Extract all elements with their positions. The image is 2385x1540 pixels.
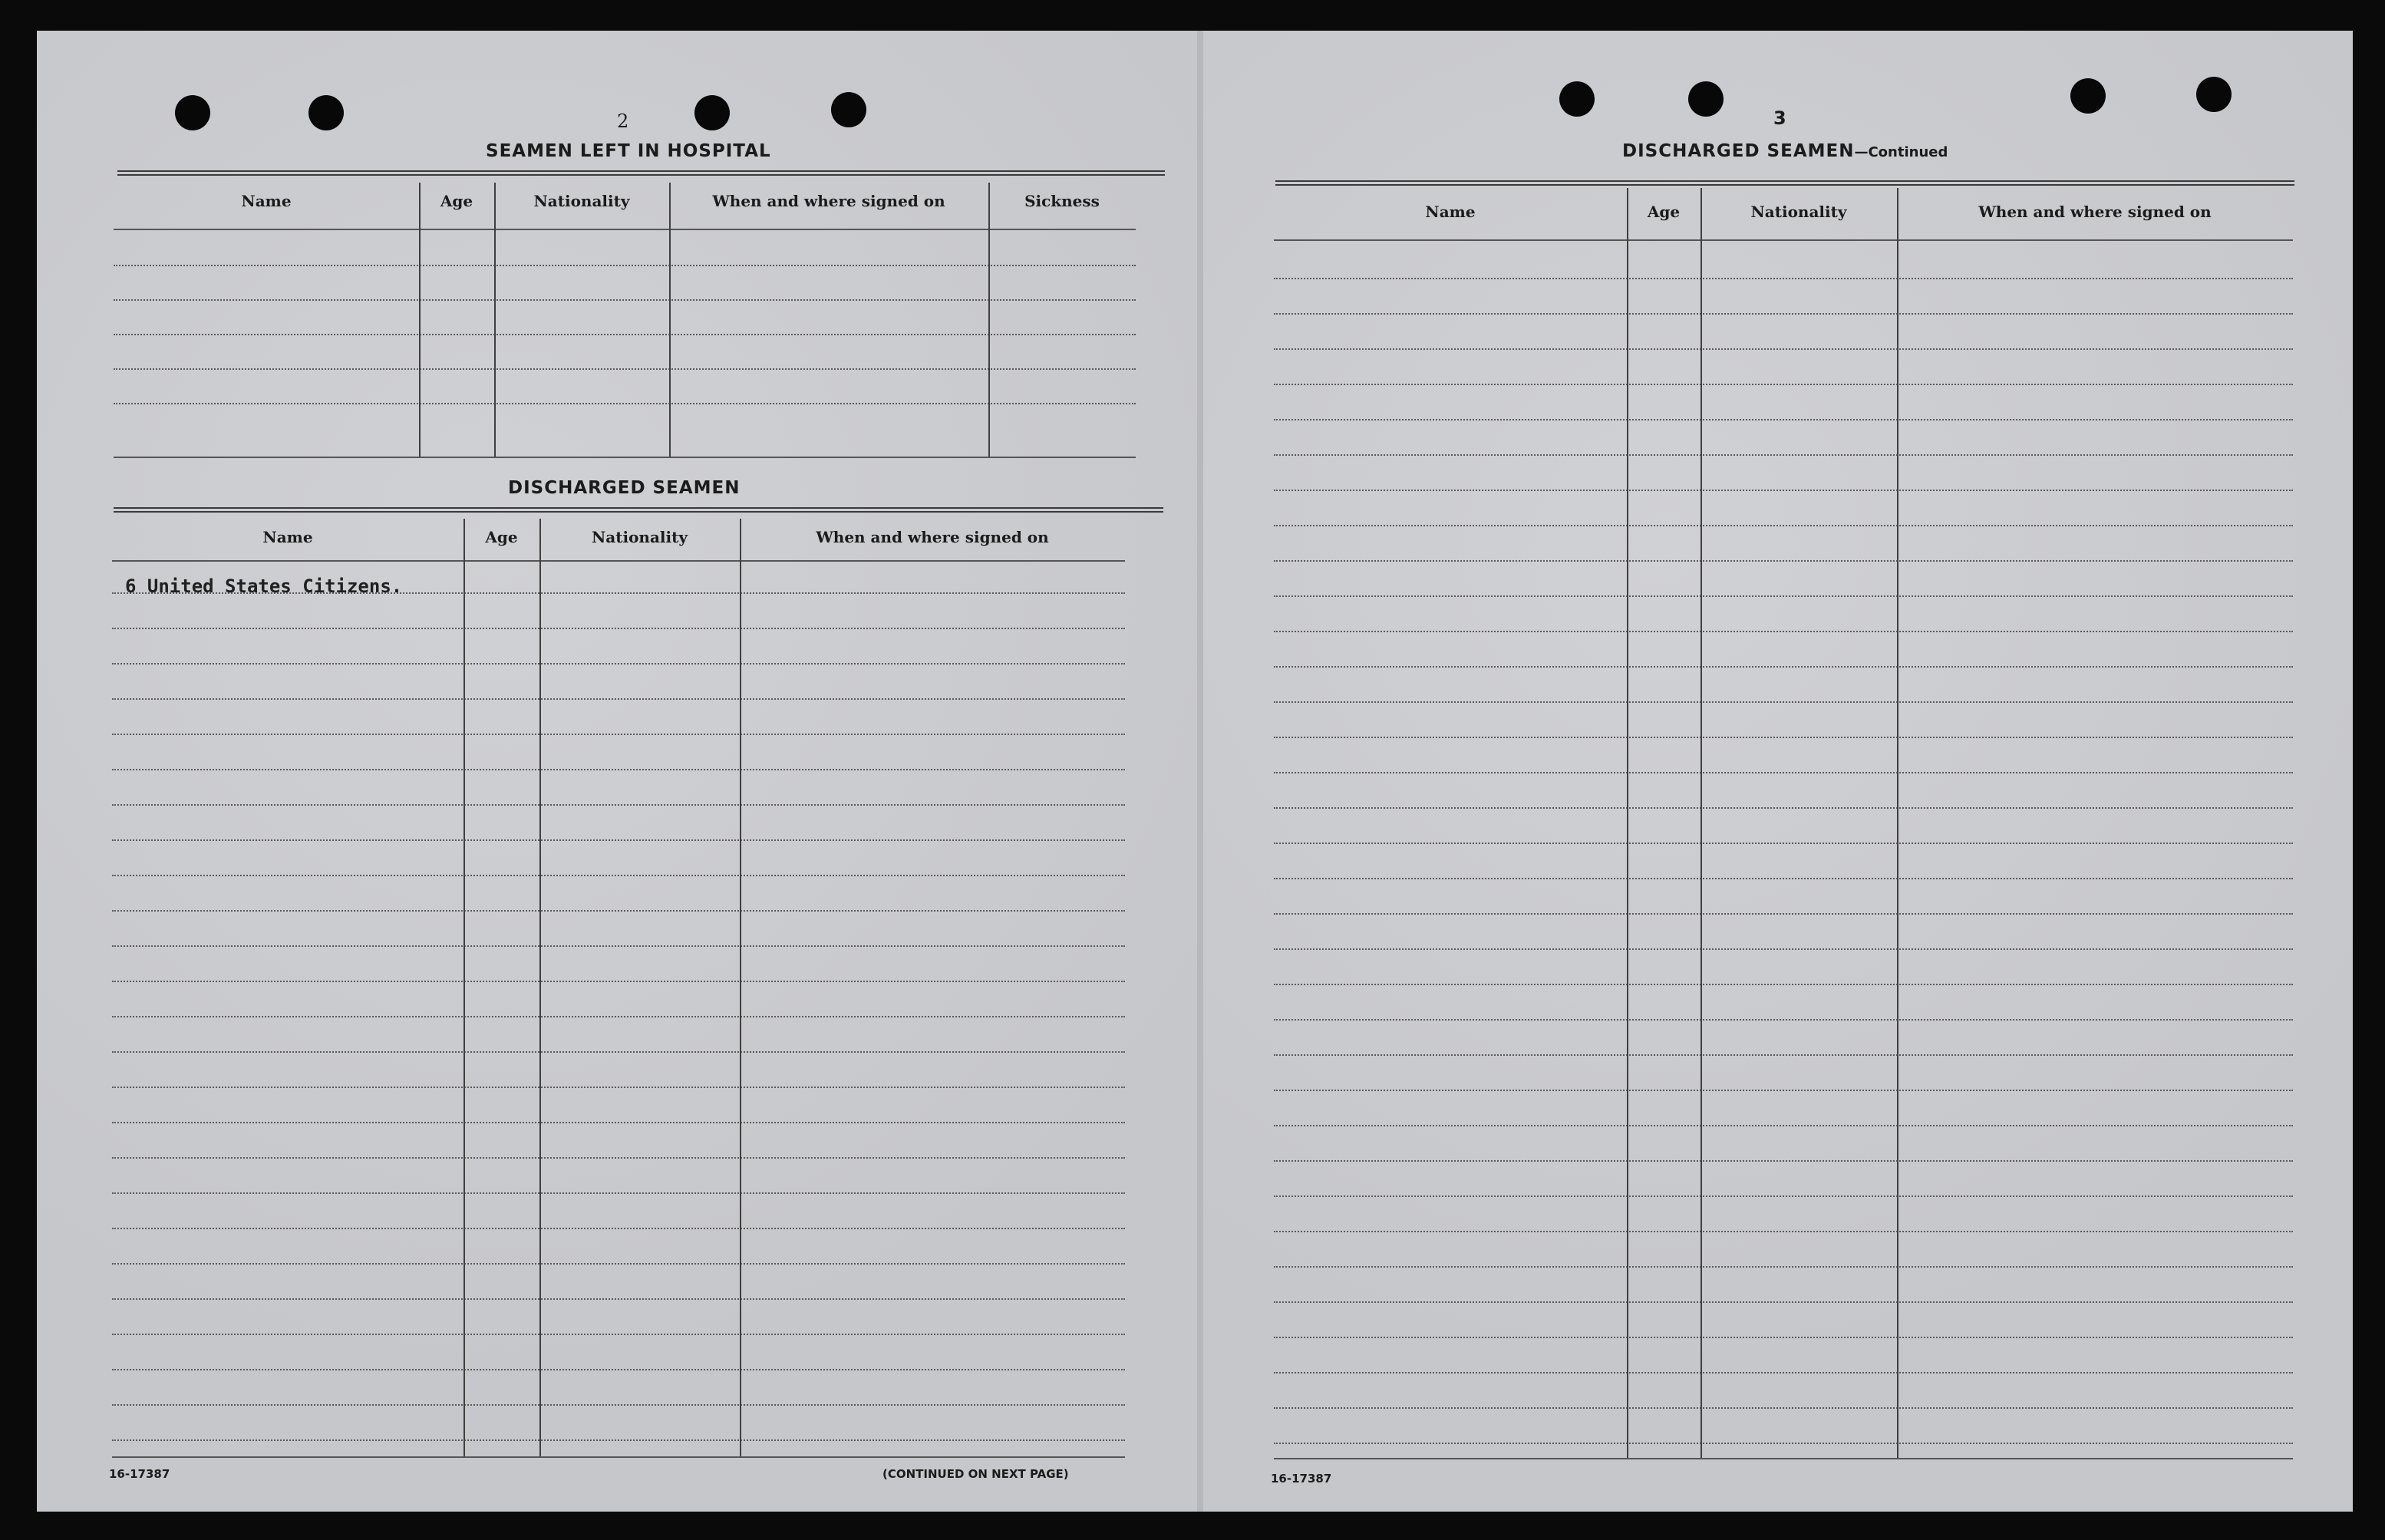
continued-row-rule xyxy=(1274,1019,2293,1021)
discharged-column-divider xyxy=(740,519,741,1456)
continued-row-rule xyxy=(1274,1443,2293,1444)
binder-hole xyxy=(694,95,730,130)
hospital-row-rule xyxy=(114,334,1136,335)
discharged-row-rule xyxy=(112,1404,1125,1406)
hospital-header-0: Name xyxy=(241,192,292,210)
continued-row-rule xyxy=(1274,807,2293,809)
continued-row-rule xyxy=(1274,1125,2293,1126)
continued-row-rule xyxy=(1274,348,2293,350)
discharged-continued-title xyxy=(1622,141,1948,161)
hospital-section-title: SEAMEN LEFT IN HOSPITAL xyxy=(486,141,771,161)
continued-row-rule xyxy=(1274,666,2293,668)
binder-hole xyxy=(2196,77,2232,112)
discharged-row-rule xyxy=(112,910,1125,912)
discharged-row-rule xyxy=(112,945,1125,947)
continued-row-rule xyxy=(1274,843,2293,844)
continued-row-rule xyxy=(1274,525,2293,526)
discharged-column-divider xyxy=(463,519,465,1456)
discharged-header-rule xyxy=(112,560,1125,562)
page-number-right: 3 xyxy=(1773,107,1786,129)
left-page xyxy=(37,31,1197,1512)
continued-column-divider xyxy=(1701,188,1702,1458)
hospital-header-3: When and where signed on xyxy=(712,192,945,210)
discharged-header-0: Name xyxy=(262,528,313,546)
form-number-left: 16-17387 xyxy=(109,1467,170,1481)
binder-hole xyxy=(2070,78,2106,114)
discharged-row-rule xyxy=(112,734,1125,735)
continued-row-rule xyxy=(1274,701,2293,703)
discharged-row-rule xyxy=(112,1439,1125,1441)
discharged-row-rule xyxy=(112,804,1125,806)
discharged-row-rule xyxy=(112,1263,1125,1265)
continued-row-rule xyxy=(1274,490,2293,491)
continued-row-rule xyxy=(1274,1090,2293,1091)
hospital-header-2: Nationality xyxy=(533,192,630,210)
continued-row-rule xyxy=(1274,913,2293,915)
discharged-row-rule xyxy=(112,1334,1125,1335)
discharged-header-3: When and where signed on xyxy=(816,528,1049,546)
continued-row-rule xyxy=(1274,1301,2293,1303)
continued-header-1: Age xyxy=(1647,203,1681,221)
page-fold xyxy=(1197,31,1203,1512)
continued-header-2: Nationality xyxy=(1750,203,1847,221)
continued-row-rule xyxy=(1274,1195,2293,1197)
continued-row-rule xyxy=(1274,984,2293,985)
discharged-continued-title-suffix: —Continued xyxy=(1854,144,1948,160)
hospital-column-divider xyxy=(419,183,421,457)
discharged-row-rule xyxy=(112,981,1125,982)
hospital-row-rule xyxy=(114,299,1136,301)
continued-row-rule xyxy=(1274,948,2293,950)
continued-row-rule xyxy=(1274,313,2293,315)
continued-row-rule xyxy=(1274,737,2293,738)
discharged-row-rule xyxy=(112,1157,1125,1159)
hospital-row-rule xyxy=(114,265,1136,266)
hospital-bottom-rule xyxy=(114,457,1136,458)
discharged-row-rule xyxy=(112,1298,1125,1300)
page-number-left: 2 xyxy=(617,110,629,132)
continued-row-rule xyxy=(1274,1231,2293,1232)
continued-row-rule xyxy=(1274,1407,2293,1409)
continued-note: (CONTINUED ON NEXT PAGE) xyxy=(882,1467,1069,1481)
continued-table-top-rule xyxy=(1275,180,2294,186)
continued-header-3: When and where signed on xyxy=(1978,203,2212,221)
discharged-row-rule xyxy=(112,1228,1125,1229)
continued-row-rule xyxy=(1274,560,2293,562)
continued-row-rule xyxy=(1274,631,2293,632)
discharged-column-divider xyxy=(539,519,541,1456)
continued-row-rule xyxy=(1274,1266,2293,1268)
discharged-row-rule xyxy=(112,769,1125,770)
discharged-row-rule xyxy=(112,1087,1125,1088)
continued-row-rule xyxy=(1274,278,2293,279)
continued-row-rule xyxy=(1274,384,2293,385)
hospital-header-1: Age xyxy=(440,192,473,210)
discharged-row-rule xyxy=(112,698,1125,700)
hospital-row-rule xyxy=(114,368,1136,370)
binder-hole xyxy=(308,95,344,130)
binder-hole xyxy=(175,95,210,130)
continued-header-0: Name xyxy=(1425,203,1476,221)
continued-row-rule xyxy=(1274,419,2293,420)
discharged-bottom-rule xyxy=(112,1456,1125,1458)
hospital-header-4: Sickness xyxy=(1024,192,1100,210)
discharged-row-rule xyxy=(112,1369,1125,1370)
hospital-header-rule xyxy=(114,229,1136,230)
discharged-row-rule xyxy=(112,663,1125,664)
continued-row-rule xyxy=(1274,1160,2293,1162)
discharged-row-rule xyxy=(112,1016,1125,1017)
continued-row-rule xyxy=(1274,1337,2293,1338)
binder-hole xyxy=(1688,81,1724,117)
continued-row-rule xyxy=(1274,1054,2293,1056)
discharged-row-rule xyxy=(112,1122,1125,1123)
continued-row-rule xyxy=(1274,1372,2293,1373)
discharged-row-rule xyxy=(112,875,1125,876)
continued-row-rule xyxy=(1274,595,2293,597)
continued-column-divider xyxy=(1627,188,1628,1458)
continued-row-rule xyxy=(1274,454,2293,456)
hospital-column-divider xyxy=(494,183,496,457)
continued-row-rule xyxy=(1274,772,2293,773)
hospital-column-divider xyxy=(988,183,990,457)
continued-row-rule xyxy=(1274,878,2293,879)
discharged-row-rule xyxy=(112,1192,1125,1194)
discharged-section-title: DISCHARGED SEAMEN xyxy=(508,478,741,498)
hospital-row-rule xyxy=(114,403,1136,404)
discharged-entry-name: 6 United States Citizens. xyxy=(125,575,403,597)
discharged-continued-title-main: DISCHARGED SEAMEN xyxy=(1622,141,1855,161)
hospital-column-divider xyxy=(669,183,671,457)
discharged-row-rule xyxy=(112,1051,1125,1053)
binder-hole xyxy=(831,92,866,127)
discharged-header-2: Nationality xyxy=(592,528,688,546)
continued-header-rule xyxy=(1274,239,2293,241)
discharged-row-rule xyxy=(112,628,1125,629)
continued-bottom-rule xyxy=(1274,1458,2293,1459)
discharged-header-1: Age xyxy=(485,528,518,546)
binder-hole xyxy=(1559,81,1595,117)
right-page xyxy=(1203,31,2353,1512)
continued-column-divider xyxy=(1897,188,1898,1458)
discharged-row-rule xyxy=(112,839,1125,841)
discharged-table-top-rule xyxy=(114,507,1163,513)
form-number-right: 16-17387 xyxy=(1271,1472,1332,1486)
hospital-table-top-rule xyxy=(117,170,1165,176)
